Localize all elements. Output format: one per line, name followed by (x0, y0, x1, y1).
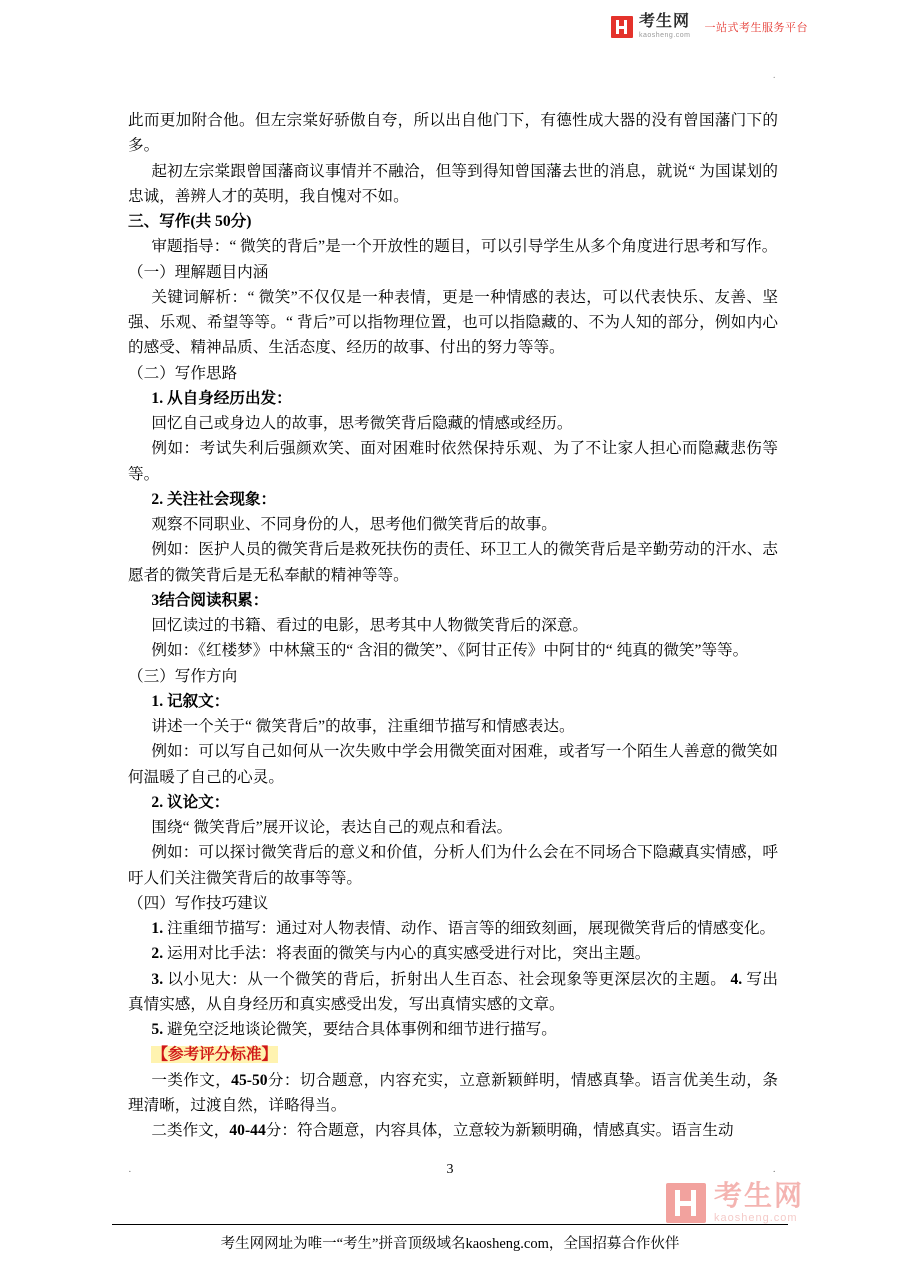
document-body (128, 108, 778, 1143)
paragraph: 讲述一个关于“ 微笑背后”的故事，注重细节描写和情感表达。 (151, 718, 575, 735)
grading-standard-label: 【参考评分标准】 (152, 1046, 278, 1064)
paragraph: 一类作文，45-50分：切合题意，内容充实，立意新颖鲜明，情感真挚。语言优美生动，条理清晰，过渡自然，详略得当。 (128, 1071, 778, 1114)
page-number: 3 (446, 1162, 454, 1177)
paragraph: 3. 以小见大：从一个微笑的背后，折射出人生百态、社会现象等更深层次的主题。 4. 写出真情实感，从自身经历和真实感受出发，写出真情实感的文章。 (128, 970, 778, 1013)
subsection-heading: （二）写作思路 (128, 364, 238, 382)
list-item-heading: 2. 关注社会现象： (151, 490, 277, 508)
paragraph: 关键词解析：“ 微笑”不仅仅是一种表情，更是一种情感的表达，可以代表快乐、友善、坚强、乐观、希望等等。“ 背后”可以指物理位置，也可以指隐藏的、不为人知的部分，例如内心的感受、精神品质、生活态度、经历的故事、付出的努力等等。 (128, 288, 778, 357)
scan-artifact-top: · (772, 72, 778, 84)
paragraph: 5. 避免空泛地谈论微笑，要结合具体事例和细节进行描写。 (151, 1021, 557, 1038)
watermark-name: 考生网 (713, 1180, 804, 1211)
list-item-heading: 1. 从自身经历出发： (151, 389, 292, 407)
scan-artifact-right: · (772, 1166, 778, 1178)
kaosheng-logo-icon (611, 16, 633, 38)
brand-text (639, 14, 691, 39)
paragraph: 围绕“ 微笑背后”展开议论，表达自己的观点和看法。 (151, 819, 513, 836)
paragraph: 例如：可以写自己如何从一次失败中学会用微笑面对困难，或者写一个陌生人善意的微笑如何温暖了自己的心灵。 (128, 743, 778, 786)
grading-standard-heading (128, 1042, 778, 1067)
footer-divider (112, 1224, 788, 1225)
list-item-heading: 1. 记叙文： (151, 692, 230, 710)
watermark-domain: kaosheng.com (713, 1212, 798, 1224)
subsection-heading: （三）写作方向 (128, 667, 238, 685)
paragraph: 例如：考试失利后强颜欢笑、面对困难时依然保持乐观、为了不让家人担心而隐藏悲伤等等。 (128, 440, 778, 483)
paragraph: 1. 注重细节描写：通过对人物表情、动作、语言等的细致刻画，展现微笑背后的情感变化。 (151, 920, 776, 937)
paragraph: 回忆自己或身边人的故事，思考微笑背后隐藏的情感或经历。 (151, 415, 573, 432)
kaosheng-watermark-icon (666, 1183, 706, 1223)
subsection-heading: （四）写作技巧建议 (128, 894, 269, 912)
brand-name: 考生网 (638, 13, 690, 30)
paragraph: 回忆读过的书籍、看过的电影，思考其中人物微笑背后的深意。 (151, 617, 589, 634)
list-item-heading: 2. 议论文： (151, 793, 230, 811)
brand-logo (611, 14, 808, 39)
scan-artifact-left: · (128, 1166, 134, 1178)
logo-bar (616, 26, 627, 29)
brand-domain: kaosheng.com (638, 32, 691, 39)
paragraph: 例如：《红楼梦》中林黛玉的“ 含泪的微笑”、《阿甘正传》中阿甘的“ 纯真的微笑”等等。 (151, 642, 749, 660)
footer-notice: 考生网网址为唯一“考生”拼音顶级域名kaosheng.com，全国招募合作伙伴 (220, 1236, 680, 1252)
paragraph: 起初左宗棠跟曾国藩商议事情并不融洽，但等到得知曾国藩去世的消息，就说“ 为国谋划的忠诚，善辨人才的英明，我自愧对不如。 (128, 162, 778, 205)
watermark-text (714, 1182, 804, 1224)
paragraph: 2. 运用对比手法：将表面的微笑与内心的真实感受进行对比，突出主题。 (151, 945, 651, 963)
paragraph: 二类作文，40-44分：符合题意，内容具体，立意较为新颖明确，情感真实。语言生动 (151, 1122, 734, 1139)
site-header (0, 10, 900, 44)
paragraph: 审题指导：“ 微笑的背后”是一个开放性的题目，可以引导学生从多个角度进行思考和写作。 (151, 238, 778, 256)
section-heading-writing: 三、写作(共 50分) (128, 213, 252, 230)
paragraph: 例如：医护人员的微笑背后是救死扶伤的责任、环卫工人的微笑背后是辛勤劳动的汗水、志愿者的微笑背后是无私奉献的精神等等。 (128, 541, 778, 584)
watermark-logo (666, 1182, 804, 1224)
watermark-logo-bar (675, 1201, 696, 1206)
paragraph: 此而更加附合他。但左宗棠好骄傲自夸，所以出自他门下，有德性成大器的没有曾国藩门下的多。 (128, 112, 778, 155)
subsection-heading: （一）理解题目内涵 (128, 263, 269, 281)
paragraph: 观察不同职业、不同身份的人，思考他们微笑背后的故事。 (151, 516, 557, 533)
list-item-heading: 3结合阅读积累： (151, 591, 269, 609)
paragraph: 例如：可以探讨微笑背后的意义和价值，分析人们为什么会在不同场合下隐藏真实情感，呼吁人们关注微笑背后的故事等等。 (128, 844, 778, 887)
brand-slogan: 一站式考生服务平台 (704, 21, 808, 34)
